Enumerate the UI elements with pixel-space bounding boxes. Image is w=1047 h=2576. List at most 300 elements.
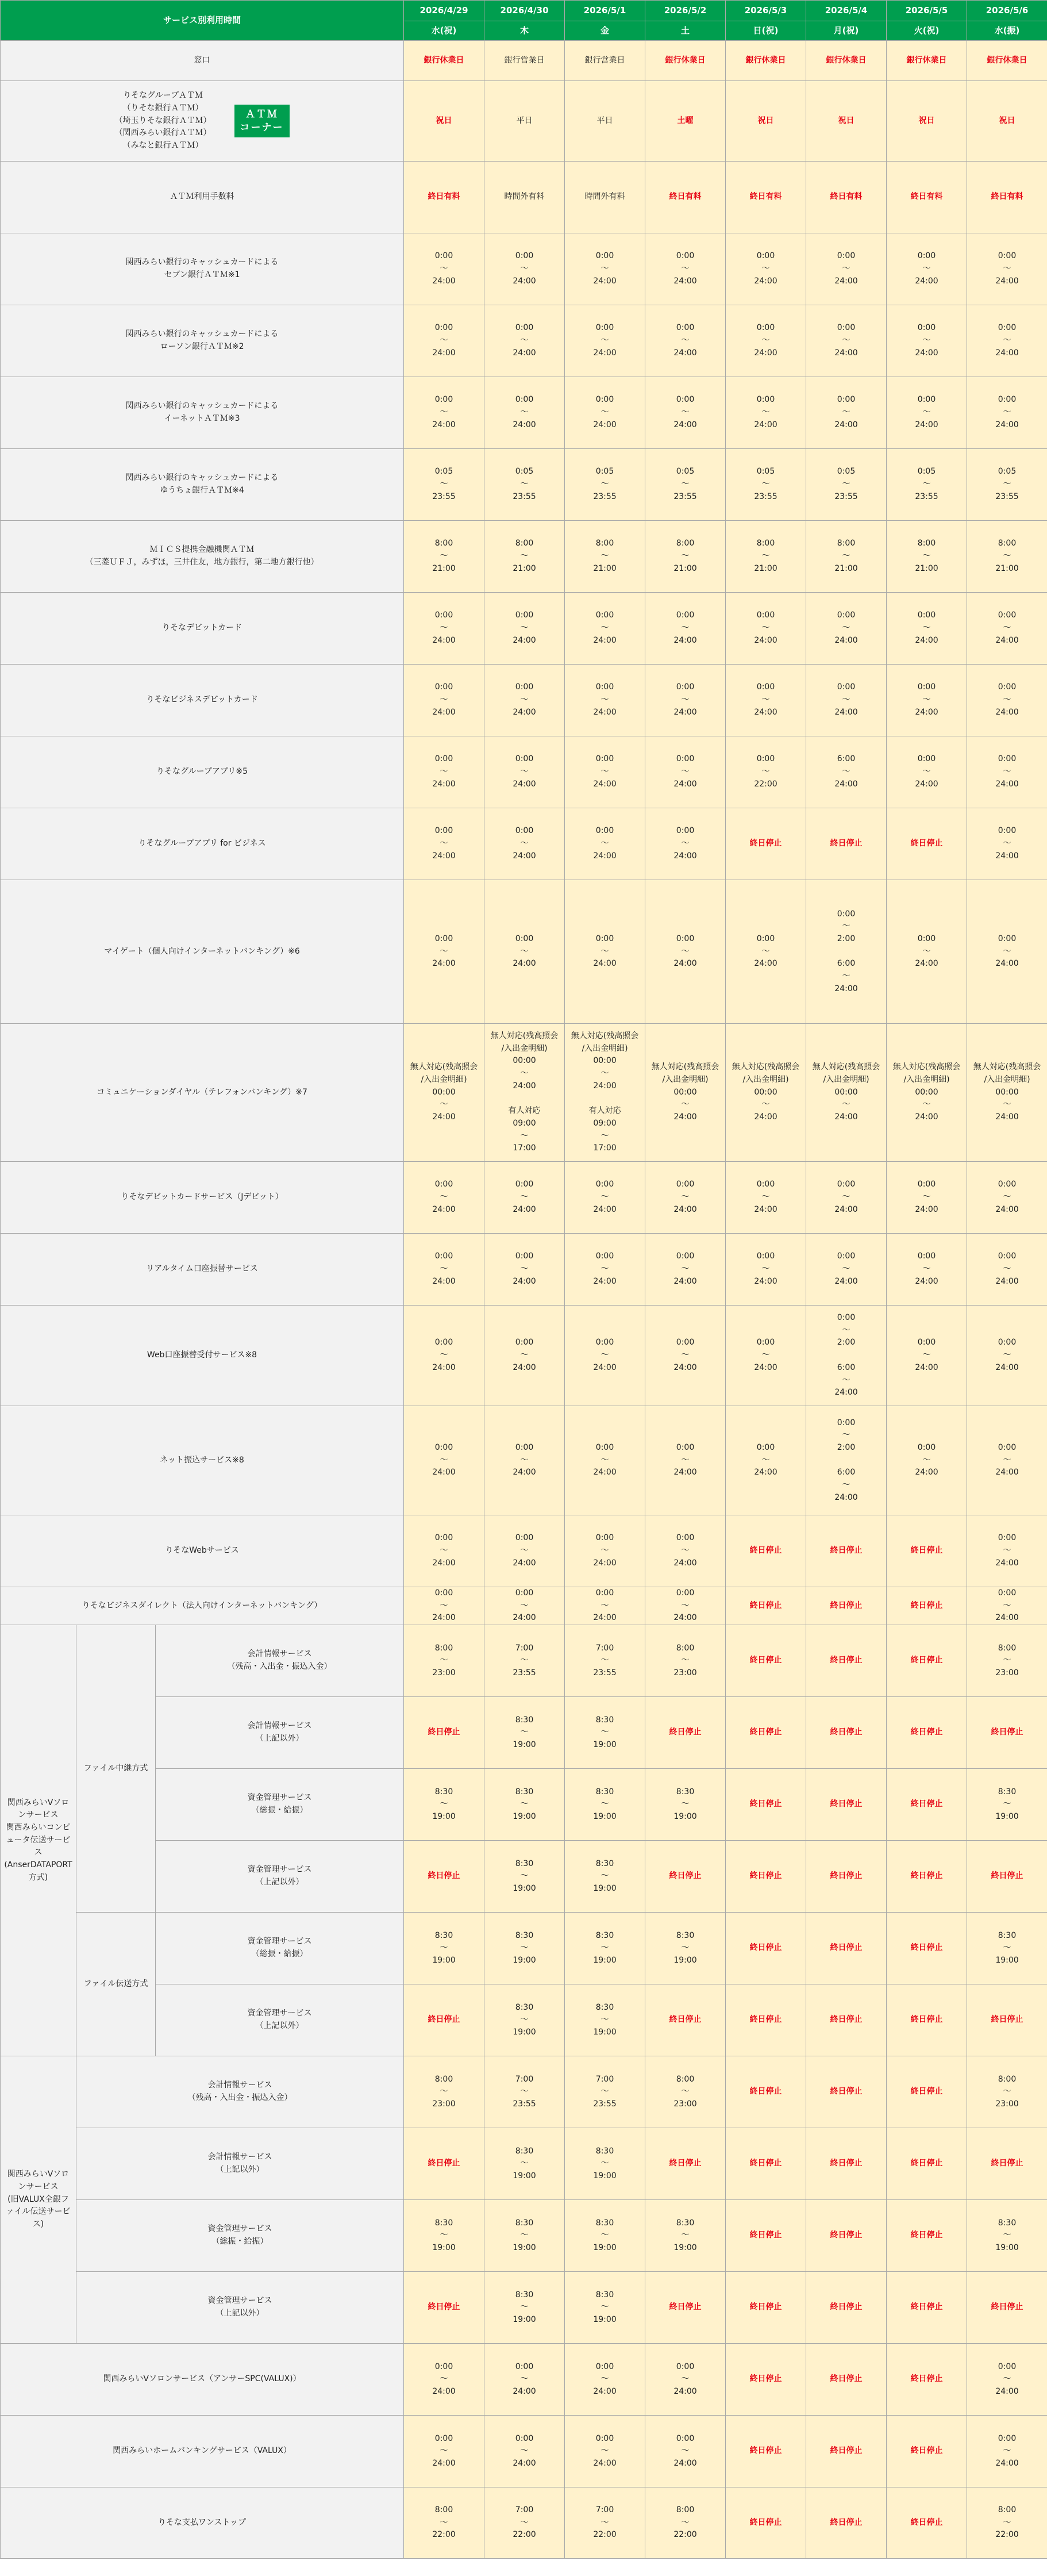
schedule-cell: 祝日 [404,81,484,162]
schedule-cell: 0:00 ～ 24:00 [726,1306,806,1406]
service-label: りそな支払ワンストップ [1,2487,404,2559]
schedule-cell: 8:00 ～ 21:00 [967,521,1047,593]
service-label: 資金管理サービス （上記以外） [76,2272,404,2344]
schedule-cell: 終日有料 [726,162,806,233]
schedule-cell: 終日停止 [806,1625,887,1697]
schedule-cell: 終日停止 [967,1984,1047,2056]
table-row [1,665,1047,736]
schedule-cell: 0:00 ～ 24:00 [806,1162,887,1234]
schedule-cell: 終日停止 [726,2200,806,2272]
schedule-cell: 終日有料 [967,162,1047,233]
table-row [1,1024,1047,1162]
schedule-cell: 終日有料 [404,162,484,233]
schedule-cell: 終日停止 [806,2344,887,2416]
schedule-cell: 0:00 ～ 24:00 [484,2416,565,2487]
schedule-cell: 0:00 ～ 24:00 [484,2344,565,2416]
table-row [1,736,1047,808]
schedule-cell: 0:00 ～ 24:00 [404,2344,484,2416]
schedule-cell: 8:30 ～ 19:00 [967,1769,1047,1841]
schedule-cell: 0:00 ～ 24:00 [484,233,565,305]
schedule-cell: 0:00 ～ 24:00 [887,1406,967,1515]
schedule-cell: 終日停止 [887,2128,967,2200]
service-label: コミュニケーションダイヤル（テレフォンバンキング）※7 [1,1024,404,1162]
schedule-cell: 0:00 ～ 24:00 [565,1162,645,1234]
table-row [1,1841,1047,1913]
schedule-cell: 7:00 ～ 23:55 [565,1625,645,1697]
schedule-cell: 祝日 [887,81,967,162]
schedule-cell: 銀行休業日 [806,41,887,81]
schedule-cell: 土曜 [645,81,726,162]
schedule-cell: 8:00 ～ 22:00 [967,2487,1047,2559]
table-row [1,162,1047,233]
column-date: 2026/5/5 [887,1,967,21]
schedule-cell: 祝日 [726,81,806,162]
table-row [1,1162,1047,1234]
service-label: 関西みらい銀行のキャッシュカードによる セブン銀行ＡＴＭ※1 [1,233,404,305]
schedule-cell: 0:00 ～ 24:00 [967,377,1047,449]
column-weekday: 火(祝) [887,21,967,41]
column-date: 2026/5/4 [806,1,887,21]
schedule-cell: 0:00 ～ 24:00 [887,377,967,449]
schedule-cell: 終日停止 [726,2416,806,2487]
schedule-cell: 0:05 ～ 23:55 [726,449,806,521]
schedule-cell: 時間外有料 [484,162,565,233]
schedule-cell: 終日停止 [806,2487,887,2559]
service-label: 関西みらいホームバンキングサービス（VALUX） [1,2416,404,2487]
schedule-cell: 終日停止 [726,2056,806,2128]
schedule-cell: 終日停止 [645,1984,726,2056]
service-label: 会計情報サービス （上記以外） [76,2128,404,2200]
schedule-cell: 0:00 ～ 24:00 [404,1587,484,1625]
table-row [1,2272,1047,2344]
table-row [1,1587,1047,1625]
schedule-cell: 0:05 ～ 23:55 [887,449,967,521]
service-label: りそなデビットカードサービス（Jデビット） [1,1162,404,1234]
service-label: 関西みらい銀行のキャッシュカードによる ローソン銀行ＡＴＭ※2 [1,305,404,377]
schedule-cell: 8:00 ～ 23:00 [967,2056,1047,2128]
schedule-cell: 0:00 ～ 24:00 [967,880,1047,1024]
schedule-cell: 終日停止 [887,1697,967,1769]
column-weekday: 水(祝) [404,21,484,41]
schedule-cell: 8:30 ～ 19:00 [565,1697,645,1769]
schedule-cell: 終日停止 [404,2128,484,2200]
service-label: りそなビジネスダイレクト（法人向けインターネットバンキング） [1,1587,404,1625]
schedule-cell: 銀行休業日 [967,41,1047,81]
service-label: りそなグループアプリ※5 [1,736,404,808]
schedule-cell: 0:00 ～ 24:00 [645,1234,726,1306]
schedule-cell: 終日停止 [806,1587,887,1625]
table-row [1,2056,1047,2128]
schedule-cell: 終日停止 [806,1913,887,1984]
schedule-cell: 終日停止 [806,2128,887,2200]
column-date: 2026/4/30 [484,1,565,21]
schedule-cell: 終日停止 [967,1841,1047,1913]
schedule-cell: 終日停止 [887,1515,967,1587]
service-label: 会計情報サービス （残高・入出金・振込入金） [76,2056,404,2128]
schedule-cell: 0:00 ～ 24:00 [484,1587,565,1625]
schedule-cell: 0:00 ～ 24:00 [404,736,484,808]
schedule-cell: 終日停止 [726,1984,806,2056]
schedule-cell: 終日停止 [887,1984,967,2056]
service-label: 資金管理サービス （上記以外） [156,1984,404,2056]
schedule-cell: 0:00 ～ 24:00 [404,665,484,736]
schedule-cell: 無人対応(残高照会 /入出金明細) 00:00 ～ 24:00 [645,1024,726,1162]
schedule-cell: 0:00 ～ 24:00 [726,665,806,736]
column-date: 2026/4/29 [404,1,484,21]
subgroup-label: ファイル伝送方式 [76,1913,156,2056]
schedule-cell: 8:30 ～ 19:00 [404,1769,484,1841]
table-row [1,305,1047,377]
service-label: 関西みらい銀行のキャッシュカードによる イーネットＡＴＭ※3 [1,377,404,449]
schedule-cell: 0:00 ～ 24:00 [645,880,726,1024]
schedule-cell: 終日停止 [726,1913,806,1984]
service-label: りそなデビットカード [1,593,404,665]
schedule-cell: 8:30 ～ 19:00 [565,1984,645,2056]
service-label: 窓口 [1,41,404,81]
column-weekday: 日(祝) [726,21,806,41]
schedule-cell: 8:00 ～ 22:00 [404,2487,484,2559]
schedule-cell: 0:00 ～ 24:00 [887,880,967,1024]
service-label: Web口座振替受付サービス※8 [1,1306,404,1406]
schedule-cell: 0:00 ～ 24:00 [806,665,887,736]
schedule-cell: 終日停止 [887,1913,967,1984]
schedule-cell: 0:00 ～ 24:00 [967,808,1047,880]
schedule-cell: 終日停止 [404,2272,484,2344]
table-row [1,2200,1047,2272]
table-row [1,1697,1047,1769]
column-date: 2026/5/3 [726,1,806,21]
schedule-cell: 7:00 ～ 23:55 [484,1625,565,1697]
schedule-cell: 0:00 ～ 24:00 [967,736,1047,808]
table-row [1,808,1047,880]
column-weekday: 水(振) [967,21,1047,41]
schedule-cell: 無人対応(残高照会 /入出金明細) 00:00 ～ 24:00 [404,1024,484,1162]
schedule-cell: 終日停止 [887,1587,967,1625]
schedule-cell: 0:00 ～ 24:00 [565,2344,645,2416]
schedule-cell: 0:00 ～ 24:00 [404,880,484,1024]
table-row [1,880,1047,1024]
schedule-cell: 0:00 ～ 24:00 [726,880,806,1024]
schedule-cell: 8:30 ～ 19:00 [484,1769,565,1841]
column-date: 2026/5/6 [967,1,1047,21]
group-label: 関西みらいVソロンサービス (旧VALUX全銀ファイル伝送サービス) [1,2056,76,2344]
schedule-cell: 0:00 ～ 24:00 [484,1515,565,1587]
column-date: 2026/5/2 [645,1,726,21]
schedule-cell: 0:00 ～ 24:00 [565,1406,645,1515]
schedule-cell: 0:00 ～ 24:00 [806,377,887,449]
schedule-cell: 0:00 ～ 24:00 [645,808,726,880]
schedule-cell: 8:30 ～ 19:00 [645,1769,726,1841]
table-row [1,1984,1047,2056]
schedule-cell: 終日停止 [645,1697,726,1769]
schedule-cell: 0:00 ～ 24:00 [404,1515,484,1587]
schedule-cell: 0:00 ～ 24:00 [967,593,1047,665]
schedule-cell: 8:30 ～ 19:00 [565,1841,645,1913]
service-label: 関西みらい銀行のキャッシュカードによる ゆうちょ銀行ＡＴＭ※4 [1,449,404,521]
atm-label-wrap [4,90,400,152]
table-row [1,41,1047,81]
schedule-cell: 0:00 ～ 24:00 [645,1587,726,1625]
schedule-cell: 終日有料 [887,162,967,233]
schedule-cell: 0:00 ～ 24:00 [645,736,726,808]
schedule-cell: 0:05 ～ 23:55 [806,449,887,521]
column-weekday: 金 [565,21,645,41]
table-row [1,1234,1047,1306]
schedule-cell: 終日停止 [726,2272,806,2344]
schedule-cell: 終日停止 [806,2416,887,2487]
schedule-cell: 終日停止 [887,2272,967,2344]
schedule-cell: 無人対応(残高照会 /入出金明細) 00:00 ～ 24:00 [726,1024,806,1162]
schedule-cell: 0:00 ～ 24:00 [645,2416,726,2487]
schedule-cell: 0:00 ～ 24:00 [967,1306,1047,1406]
schedule-cell: 時間外有料 [565,162,645,233]
schedule-cell: 0:00 ～ 24:00 [565,233,645,305]
schedule-cell: 0:00 ～ 24:00 [565,593,645,665]
schedule-cell: 祝日 [806,81,887,162]
schedule-cell: 終日有料 [645,162,726,233]
schedule-cell: 終日停止 [726,1697,806,1769]
service-label-text: りそなグループＡＴＭ （りそな銀行ＡＴＭ） （埼玉りそな銀行ＡＴＭ） （関西みらい銀行ＡＴＭ） （みなと銀行ＡＴＭ） [114,91,211,151]
column-weekday: 月(祝) [806,21,887,41]
schedule-cell: 0:00 ～ 24:00 [887,665,967,736]
schedule-cell: 0:00 ～ 24:00 [967,1515,1047,1587]
table-row [1,1913,1047,1984]
schedule-cell: 0:00 ～ 24:00 [645,377,726,449]
table-row [1,1306,1047,1406]
schedule-cell: 0:00 ～ 24:00 [484,880,565,1024]
schedule-cell: 0:05 ～ 23:55 [404,449,484,521]
atm-corner-badge: ＡＴＭ コーナー [234,105,290,138]
schedule-cell: 8:30 ～ 19:00 [404,2200,484,2272]
schedule-cell: 0:00 ～ 24:00 [565,736,645,808]
schedule-cell: 0:00 ～ 24:00 [887,1306,967,1406]
header-date-row [1,1,1047,21]
schedule-cell: 終日停止 [887,2200,967,2272]
table-row [1,81,1047,162]
schedule-cell: 0:00 ～ 24:00 [726,1234,806,1306]
schedule-cell: 8:00 ～ 21:00 [565,521,645,593]
service-label: 資金管理サービス （総振・給振） [156,1769,404,1841]
schedule-cell: 0:00 ～ 24:00 [565,880,645,1024]
schedule-cell: 8:30 ～ 19:00 [565,2200,645,2272]
schedule-cell: 終日停止 [887,2056,967,2128]
schedule-cell: 終日停止 [726,1769,806,1841]
schedule-cell: 7:00 ～ 22:00 [484,2487,565,2559]
schedule-cell: 0:00 ～ 24:00 [806,1234,887,1306]
service-label: りそなグループアプリ for ビジネス [1,808,404,880]
schedule-cell: 終日停止 [726,1515,806,1587]
schedule-cell: 8:00 ～ 21:00 [645,521,726,593]
schedule-cell: 0:00 ～ 24:00 [404,233,484,305]
schedule-cell: 終日停止 [404,1984,484,2056]
schedule-cell: 0:00 ～ 24:00 [565,377,645,449]
schedule-cell: 無人対応(残高照会 /入出金明細) 00:00 ～ 24:00 [967,1024,1047,1162]
schedule-cell: 8:30 ～ 19:00 [645,1913,726,1984]
schedule-cell: 0:05 ～ 23:55 [645,449,726,521]
schedule-cell: 0:00 ～ 24:00 [806,233,887,305]
schedule-cell: 8:00 ～ 21:00 [887,521,967,593]
schedule-cell: 終日停止 [806,1769,887,1841]
schedule-cell: 終日停止 [645,1841,726,1913]
schedule-cell: 終日停止 [806,2200,887,2272]
schedule-cell: 6:00 ～ 24:00 [806,736,887,808]
schedule-cell: 0:00 ～ 24:00 [484,808,565,880]
schedule-cell: 0:00 ～ 24:00 [967,1406,1047,1515]
schedule-cell: 無人対応(残高照会 /入出金明細) 00:00 ～ 24:00 [806,1024,887,1162]
schedule-cell: 0:00 ～ 22:00 [726,736,806,808]
schedule-cell: 7:00 ～ 22:00 [565,2487,645,2559]
schedule-cell: 0:00 ～ 24:00 [645,233,726,305]
schedule-cell: 終日停止 [645,2128,726,2200]
service-label: 会計情報サービス （残高・入出金・振込入金） [156,1625,404,1697]
schedule-cell: 終日停止 [726,808,806,880]
schedule-cell: 0:00 ～ 24:00 [484,1162,565,1234]
schedule-cell: 0:00 ～ 24:00 [967,2416,1047,2487]
schedule-cell: 0:00 ～ 24:00 [887,305,967,377]
schedule-cell: 終日停止 [726,2128,806,2200]
schedule-cell: 0:00 ～ 24:00 [726,233,806,305]
schedule-cell: 8:00 ～ 23:00 [645,1625,726,1697]
schedule-cell: 0:00 ～ 2:00 6:00 ～ 24:00 [806,880,887,1024]
table-row [1,2344,1047,2416]
schedule-cell: 終日停止 [726,1625,806,1697]
schedule-cell: 8:30 ～ 19:00 [565,2272,645,2344]
schedule-cell: 0:00 ～ 24:00 [726,1162,806,1234]
schedule-cell: 終日停止 [887,808,967,880]
table-row [1,377,1047,449]
schedule-cell: 無人対応(残高照会 /入出金明細) 00:00 ～ 24:00 有人対応 09:00 ～ 17:00 [484,1024,565,1162]
schedule-cell: 銀行休業日 [645,41,726,81]
schedule-cell: 0:00 ～ 24:00 [565,1306,645,1406]
schedule-cell: 8:30 ～ 19:00 [484,2200,565,2272]
schedule-cell: 0:00 ～ 24:00 [484,377,565,449]
service-label [1,81,404,162]
subgroup-label: ファイル中継方式 [76,1625,156,1913]
service-label: ＭＩＣＳ提携金融機関ＡＴＭ （三菱ＵＦＪ，みずほ，三井住友，地方銀行，第二地方銀行他） [1,521,404,593]
schedule-cell: 終日有料 [806,162,887,233]
schedule-cell: 8:30 ～ 19:00 [484,2272,565,2344]
schedule-cell: 8:00 ～ 22:00 [645,2487,726,2559]
schedule-cell: 0:05 ～ 23:55 [565,449,645,521]
table-title: サービス別利用時間 [1,1,404,41]
schedule-cell: 8:30 ～ 19:00 [404,1913,484,1984]
schedule-cell: 無人対応(残高照会 /入出金明細) 00:00 ～ 24:00 [887,1024,967,1162]
schedule-cell: 8:00 ～ 21:00 [484,521,565,593]
schedule-cell: 0:00 ～ 24:00 [887,593,967,665]
schedule-cell: 8:00 ～ 23:00 [967,1625,1047,1697]
schedule-cell: 0:00 ～ 24:00 [726,1406,806,1515]
service-label: 資金管理サービス （上記以外） [156,1841,404,1913]
schedule-cell: 祝日 [967,81,1047,162]
schedule-cell: 0:00 ～ 24:00 [645,1515,726,1587]
schedule-cell: 0:00 ～ 24:00 [484,665,565,736]
schedule-cell: 8:30 ～ 19:00 [645,2200,726,2272]
table-row [1,521,1047,593]
schedule-cell: 0:00 ～ 2:00 6:00 ～ 24:00 [806,1406,887,1515]
schedule-cell: 0:00 ～ 24:00 [484,305,565,377]
schedule-cell: 0:00 ～ 24:00 [645,665,726,736]
schedule-cell: 0:00 ～ 24:00 [404,2416,484,2487]
schedule-cell: 0:00 ～ 24:00 [887,1162,967,1234]
schedule-cell: 終日停止 [806,1841,887,1913]
service-label: ＡＴＭ利用手数料 [1,162,404,233]
schedule-cell: 終日停止 [726,1841,806,1913]
schedule-cell: 8:30 ～ 19:00 [484,1841,565,1913]
schedule-cell: 0:00 ～ 24:00 [404,1306,484,1406]
schedule-cell: 終日停止 [887,2344,967,2416]
schedule-cell: 8:00 ～ 21:00 [404,521,484,593]
schedule-cell: 終日停止 [887,1769,967,1841]
service-label: りそなビジネスデビットカード [1,665,404,736]
service-label: リアルタイム口座振替サービス [1,1234,404,1306]
service-label: マイゲート（個人向けインターネットバンキング）※6 [1,880,404,1024]
schedule-cell: 終日停止 [726,2344,806,2416]
schedule-cell: 0:00 ～ 24:00 [726,305,806,377]
schedule-cell: 0:00 ～ 24:00 [565,665,645,736]
schedule-cell: 0:00 ～ 24:00 [967,305,1047,377]
table-row [1,1515,1047,1587]
schedule-cell: 0:00 ～ 24:00 [484,593,565,665]
schedule-cell: 0:00 ～ 24:00 [404,1162,484,1234]
schedule-cell: 0:00 ～ 24:00 [484,1306,565,1406]
column-weekday: 土 [645,21,726,41]
table-row [1,593,1047,665]
schedule-cell: 8:30 ～ 19:00 [565,1913,645,1984]
schedule-cell: 8:30 ～ 19:00 [484,1697,565,1769]
table-row [1,1625,1047,1697]
schedule-cell: 0:00 ～ 24:00 [967,233,1047,305]
schedule-cell: 終日停止 [806,1984,887,2056]
schedule-cell: 0:00 ～ 24:00 [565,2416,645,2487]
schedule-cell: 終日停止 [726,2487,806,2559]
column-weekday: 木 [484,21,565,41]
schedule-cell: 終日停止 [726,1587,806,1625]
schedule-cell: 終日停止 [887,1625,967,1697]
schedule-cell: 8:30 ～ 19:00 [967,1913,1047,1984]
schedule-cell: 0:00 ～ 24:00 [484,736,565,808]
schedule-cell: 0:05 ～ 23:55 [967,449,1047,521]
schedule-cell: 0:00 ～ 24:00 [565,808,645,880]
schedule-cell: 0:00 ～ 24:00 [887,736,967,808]
schedule-cell: 0:00 ～ 24:00 [887,233,967,305]
schedule-cell: 8:00 ～ 23:00 [404,2056,484,2128]
schedule-cell: 0:00 ～ 24:00 [967,2344,1047,2416]
schedule-cell: 平日 [484,81,565,162]
schedule-cell: 8:30 ～ 19:00 [484,1984,565,2056]
schedule-cell: 0:00 ～ 24:00 [967,665,1047,736]
schedule-cell: 終日停止 [404,1697,484,1769]
schedule-cell: 0:00 ～ 24:00 [484,1406,565,1515]
schedule-cell: 0:00 ～ 24:00 [404,593,484,665]
schedule-cell: 終日停止 [806,808,887,880]
schedule-cell: 0:00 ～ 24:00 [404,1234,484,1306]
schedule-cell: 0:00 ～ 24:00 [806,305,887,377]
schedule-cell: 8:00 ～ 23:00 [404,1625,484,1697]
schedule-cell: 0:00 ～ 24:00 [645,1162,726,1234]
schedule-cell: 終日停止 [806,1515,887,1587]
schedule-cell: 終日停止 [967,2128,1047,2200]
schedule-cell: 0:00 ～ 24:00 [484,1234,565,1306]
schedule-cell: 8:30 ～ 19:00 [565,1769,645,1841]
schedule-cell: 8:00 ～ 21:00 [726,521,806,593]
schedule-cell: 0:00 ～ 24:00 [645,2344,726,2416]
schedule-cell: 銀行休業日 [404,41,484,81]
service-label: りそなWebサービス [1,1515,404,1587]
table-row [1,449,1047,521]
schedule-cell: 終日停止 [967,2272,1047,2344]
schedule-cell: 終日停止 [645,2272,726,2344]
schedule-cell: 銀行営業日 [565,41,645,81]
